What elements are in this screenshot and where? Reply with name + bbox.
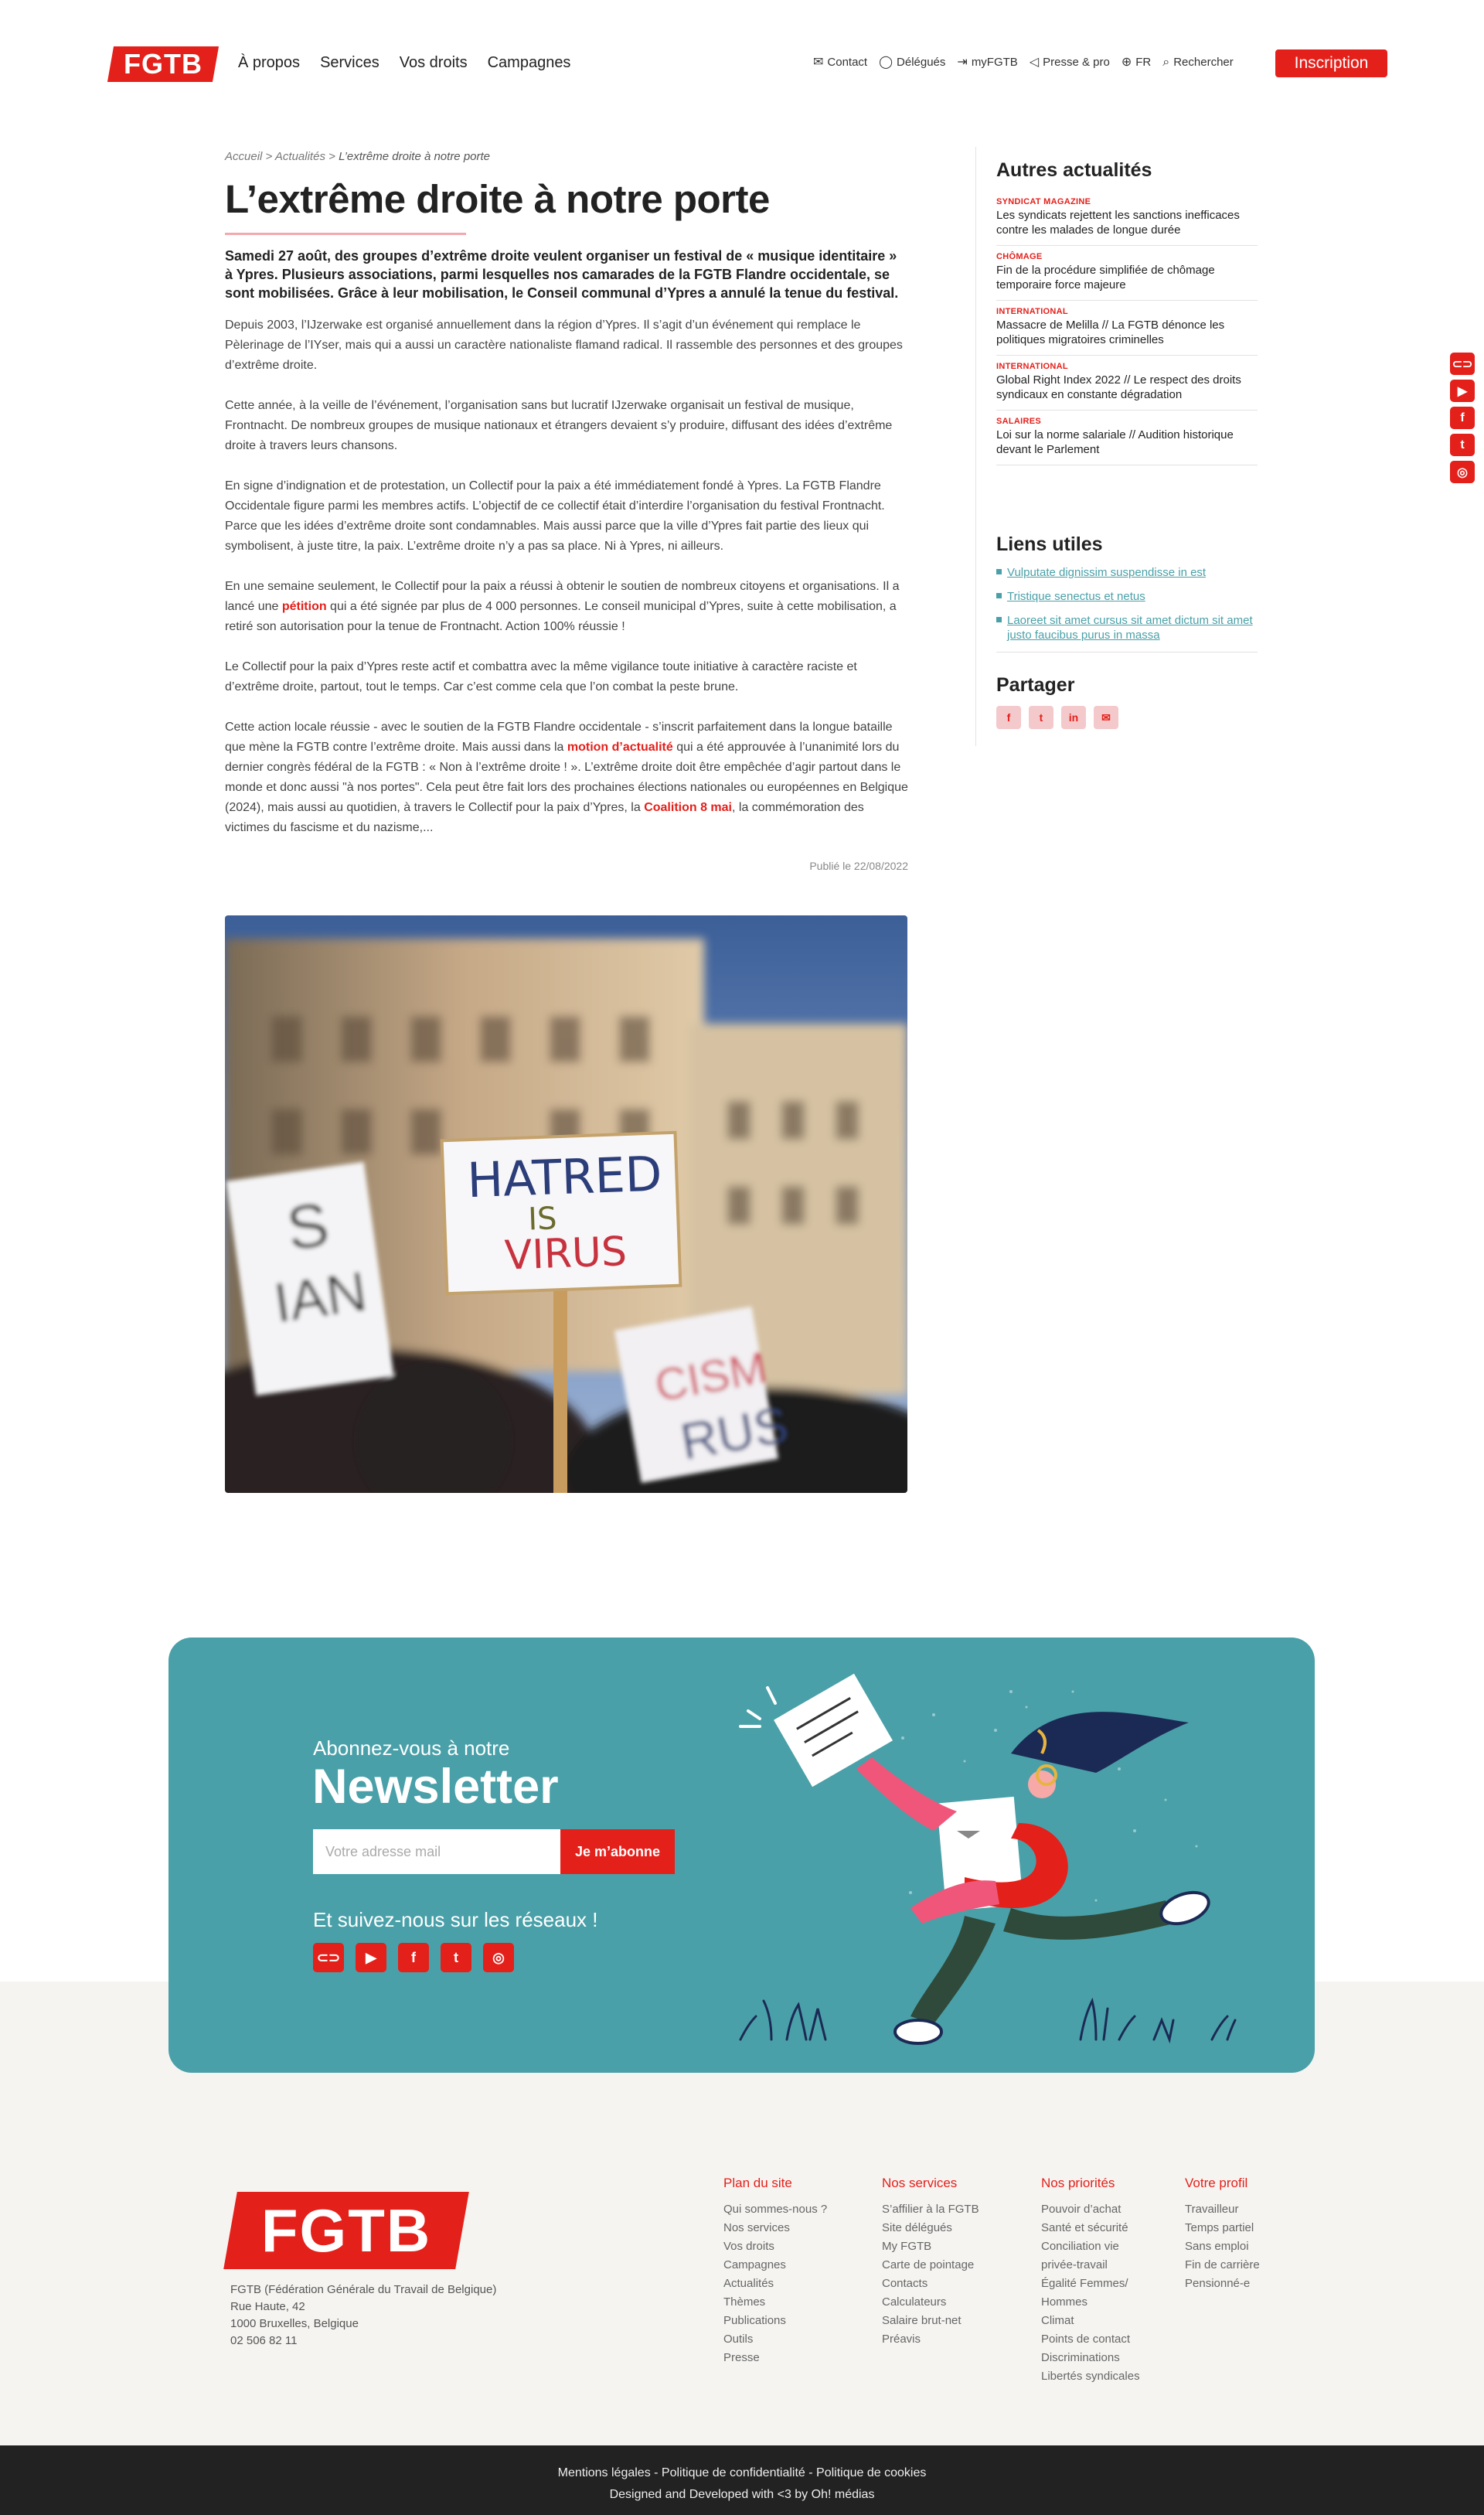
footer-link[interactable]: Discriminations [1041,2351,1120,2364]
newsletter-illustration [733,1645,1305,2073]
breadcrumb-section[interactable]: Actualités [274,150,325,163]
footer-link[interactable]: Égalité Femmes/ Hommes [1041,2277,1128,2309]
svg-text:IAN: IAN [270,1260,371,1335]
footer-link[interactable]: Actualités [723,2277,774,2290]
published-date: Publié le 22/08/2022 [809,860,908,872]
article-body [225,315,908,858]
footer-link[interactable]: Nos services [723,2221,790,2234]
linkedin-icon[interactable]: in [1061,706,1086,729]
article-photo [225,915,907,1493]
newsletter-social [313,1943,514,1972]
nav-services[interactable]: Services [320,54,380,71]
footer-link[interactable]: Presse [723,2351,760,2364]
inscription-button[interactable]: Inscription [1275,49,1387,77]
util-myfgtb[interactable]: ⇥ myFGTB [957,55,1018,69]
divider [996,652,1258,653]
svg-text:S: S [282,1189,333,1264]
breadcrumb-current: L’extrême droite à notre porte [339,150,491,163]
footer-link[interactable]: S’affilier à la FGTB [882,2203,979,2216]
article-paragraph: En une semaine seulement, le Collectif pour la paix a réussi à obtenir le soutien de nombreux citoyens et organisations. Il a lancé une pétition qui a été signée par plus de 4 000 personnes. Le conseil municipal d’Ypres, suite à cette mobilisation, a retiré son autorisation pour la tenue de Frontnacht. Action 100% réussie ! [225,580,900,633]
footer-link[interactable]: Pouvoir d’achat [1041,2203,1122,2216]
footer-link[interactable]: Conciliation vie privée-travail [1041,2240,1119,2271]
youtube-icon[interactable]: ▶ [356,1943,386,1972]
news-item[interactable]: INTERNATIONAL Global Right Index 2022 // Le respect des droits syndicaux en constante dégradation [996,356,1258,411]
util-contact[interactable]: ✉ Contact [813,55,868,69]
footer-link[interactable]: Santé et sécurité [1041,2221,1128,2234]
twitter-icon[interactable]: t [1450,434,1475,456]
footer-link[interactable]: Publications [723,2314,786,2327]
footer-link[interactable]: Libertés syndicales [1041,2370,1140,2383]
footer-col-plan: Plan du site Qui sommes-nous ? Nos services Vos droits Campagnes Actualités Thèmes Publications Outils Presse [723,2176,827,2367]
footer-link[interactable]: Salaire brut-net [882,2314,962,2327]
search-icon: ⌕ [1162,55,1170,69]
fgtb-icon[interactable]: ⊂⊃ [1450,353,1475,375]
svg-text:RUS: RUS [676,1395,793,1470]
protest-photo [225,915,907,1493]
news-item[interactable]: SALAIRES Loi sur la norme salariale // Audition historique devant le Parlement [996,411,1258,465]
fgtb-icon[interactable]: ⊂⊃ [313,1943,344,1972]
petition-link[interactable]: pétition [281,600,327,613]
svg-text:HATRED: HATRED [466,1145,663,1209]
footer-link[interactable]: Travailleur [1185,2203,1239,2216]
phone-number[interactable]: 02 506 82 11 [230,2334,298,2347]
svg-text:CISM: CISM [651,1342,771,1412]
megaphone-icon: ◁ [1029,55,1040,69]
mail-icon: ✉ [813,55,824,69]
nav-a-propos[interactable]: À propos [238,54,301,71]
footer-link[interactable]: Points de contact [1041,2333,1131,2346]
nav-campagnes[interactable]: Campagnes [487,54,571,71]
legal-links[interactable]: Mentions légales - Politique de confidentialité - Politique de cookies [557,2466,927,2479]
footer-link[interactable]: Thèmes [723,2295,766,2309]
globe-icon: ⊕ [1121,55,1132,69]
twitter-icon[interactable]: t [441,1943,471,1972]
page-title: L’extrême droite à notre porte [225,177,770,221]
newsletter-email-input[interactable] [313,1829,560,1874]
newsletter-section [168,1637,1315,2073]
newsletter-pretitle: Abonnez-vous à notre [313,1736,510,1760]
sidebar [975,147,1261,746]
util-search[interactable]: ⌕ Rechercher [1162,55,1234,69]
footer-link[interactable]: Site délégués [882,2221,952,2234]
liens-utiles-title: Liens utiles [996,533,1103,555]
utility-nav [813,56,1234,69]
useful-link[interactable]: Vulputate dignissim suspendisse in est [996,565,1258,580]
footer-link[interactable]: Campagnes [723,2258,786,2271]
article-lead: Samedi 27 août, des groupes d’extrême droite veulent organiser un festival de « musique identitaire » à Ypres. Plusieurs associations, parmi lesquelles nos camarades de la FGTB Flandre occidentale, se sont mobilisées. Grâce à leur mobilisation, le Conseil communal d’Ypres a annulé la tenue du festival. [225,248,899,301]
partager-title: Partager [996,674,1075,696]
youtube-icon[interactable]: ▶ [1450,380,1475,402]
svg-text:IS: IS [527,1201,558,1238]
share-icons [996,706,1258,729]
article-paragraph: Depuis 2003, l’IJzerwake est organisé annuellement dans la région d’Ypres. Il s’agit d’un événement qui remplace le Pèlerinage de l’IYser, mais qui a aussi un caractère nationaliste flamand radical. Il rassemble des personnes et des groupes d’extrême droite. [225,319,903,372]
footer-link[interactable]: Outils [723,2333,754,2346]
bottom-bar [0,2445,1484,2515]
footer-link[interactable]: Fin de carrière [1185,2258,1260,2271]
autres-actualites [996,159,1258,465]
footer-link[interactable]: Sans emploi [1185,2240,1249,2253]
footer-link[interactable]: Contacts [882,2277,928,2290]
credit-text: Designed and Developed with <3 by Oh! médias [609,2488,875,2501]
login-icon: ⇥ [957,55,968,69]
article-paragraph: Cette année, à la veille de l’événement, l’organisation sans but lucratif IJzerwake organisait un festival de musique, Frontnacht. De nombreux groupes de musique nationaux et étrangers devaient s’y produire, diffusant des idées d’extrême droite à travers leurs chansons. [225,399,893,452]
svg-text:VIRUS: VIRUS [503,1229,628,1280]
nav-vos-droits[interactable]: Vos droits [399,54,468,71]
side-social-bar [1450,353,1475,483]
footer-link[interactable]: Calculateurs [882,2295,947,2309]
news-item[interactable]: SYNDICAT MAGAZINE Les syndicats rejettent les sanctions inefficaces contre les malades de longue durée [996,191,1258,246]
footer-link[interactable]: Carte de pointage [882,2258,975,2271]
footer-link[interactable]: Temps partiel [1185,2221,1254,2234]
util-delegues[interactable]: ◯ Délégués [879,55,946,69]
footer-link[interactable]: Vos droits [723,2240,774,2253]
article-paragraph: Cette action locale réussie - avec le soutien de la FGTB Flandre occidentale - s’inscrit parfaitement dans la longue bataille que mène la FGTB contre l’extrême droite. Mais aussi dans la motion d’actualité qui a été approuvée à l’unanimité lors du dernier congrès fédéral de la FGTB : « Non à l’extrême droite ! ». L’extrême droite doit être empêchée d’agir partout dans le monde et donc aussi "à nos portes". Cela peut être fait lors des prochaines élections nationales ou européennes en Belgique (2024), mais aussi au quotidien, à travers le Collectif pour la paix d’Ypres, la Coalition 8 mai, la commémoration des victimes du fascisme et du nazisme,... [225,721,908,834]
partager [996,674,1258,729]
footer-col-services: Nos services S’affilier à la FGTB Site délégués My FGTB Carte de pointage Contacts Calculateurs Salaire brut-net Préavis [882,2176,979,2349]
util-language[interactable]: ⊕ FR [1121,55,1152,69]
facebook-icon[interactable]: f [398,1943,429,1972]
title-underline [225,233,466,235]
breadcrumb-home[interactable]: Accueil [225,150,263,163]
footer-col-profil: Votre profil Travailleur Temps partiel Sans emploi Fin de carrière Pensionné-e [1185,2176,1260,2293]
news-item[interactable]: INTERNATIONAL Massacre de Melilla // La FGTB dénonce les politiques migratoires criminelles [996,301,1258,356]
follow-us-text: Et suivez-nous sur les réseaux ! [313,1908,598,1931]
footer-col-priorites: Nos priorités Pouvoir d’achat Santé et sécurité Conciliation vie privée-travail Égalité Femmes/ Hommes Climat Points de contact Discriminations Libertés syndicales [1041,2176,1142,2386]
subscribe-button[interactable]: Je m’abonne [560,1829,675,1874]
article-paragraph: En signe d’indignation et de protestation, un Collectif pour la paix a été immédiatement fondé à Ypres. La FGTB Flandre Occidentale figure parmi les membres actifs. L’objectif de ce collectif était d’interdire l’organisation du festival Frontnacht. Parce que les idées d’extrême droite sont condamnables. Mais aussi parce que la ville d’Ypres fait partie des lieux qui symbolisent, à juste titre, la paix. L’extrême droite n’y a pas sa place. Ni à Ypres, ni ailleurs. [225,479,885,553]
coalition-link[interactable]: Coalition 8 mai [644,801,732,814]
footer-link[interactable]: Climat [1041,2314,1074,2327]
main-nav [238,54,570,72]
instagram-icon[interactable]: ◎ [483,1943,514,1972]
fgtb-logo[interactable]: FGTB [107,46,219,82]
article-paragraph: Le Collectif pour la paix d’Ypres reste actif et combattra avec la même vigilance toute initiative à caractère raciste et d’extrême droite, partout, tout le temps. Car c’est comme cela que l’on combat la peste brune. [225,660,857,693]
footer-link[interactable]: Préavis [882,2333,921,2346]
footer-link[interactable]: Qui sommes-nous ? [723,2203,828,2216]
useful-link[interactable]: Laoreet sit amet cursus sit amet dictum sit amet justo faucibus purus in massa [996,613,1258,642]
breadcrumb: Accueil > Actualités > L’extrême droite à notre porte [225,150,491,163]
newsletter-title: Newsletter [312,1760,559,1814]
footer-link[interactable]: My FGTB [882,2240,932,2253]
news-item[interactable]: CHÔMAGE Fin de la procédure simplifiée de chômage temporaire force majeure [996,246,1258,301]
facebook-icon[interactable]: f [996,706,1021,729]
footer-address: FGTB (Fédération Générale du Travail de Belgique) Rue Haute, 42 1000 Bruxelles, Belgique 02 506 82 11 [230,2282,496,2350]
useful-link[interactable]: Tristique senectus et netus [996,589,1258,604]
instagram-icon[interactable]: ◎ [1450,461,1475,483]
autres-actualites-title: Autres actualités [996,159,1152,181]
site-header [0,0,1484,131]
twitter-icon[interactable]: t [1029,706,1053,729]
user-icon: ◯ [879,55,893,69]
facebook-icon[interactable]: f [1450,407,1475,429]
util-presse[interactable]: ◁ Presse & pro [1029,55,1110,69]
liens-utiles [996,533,1258,653]
footer-fgtb-logo[interactable]: FGTB [223,2192,469,2269]
motion-link[interactable]: motion d’actualité [567,741,673,754]
footer-link[interactable]: Pensionné-e [1185,2277,1251,2290]
mail-icon[interactable]: ✉ [1094,706,1118,729]
